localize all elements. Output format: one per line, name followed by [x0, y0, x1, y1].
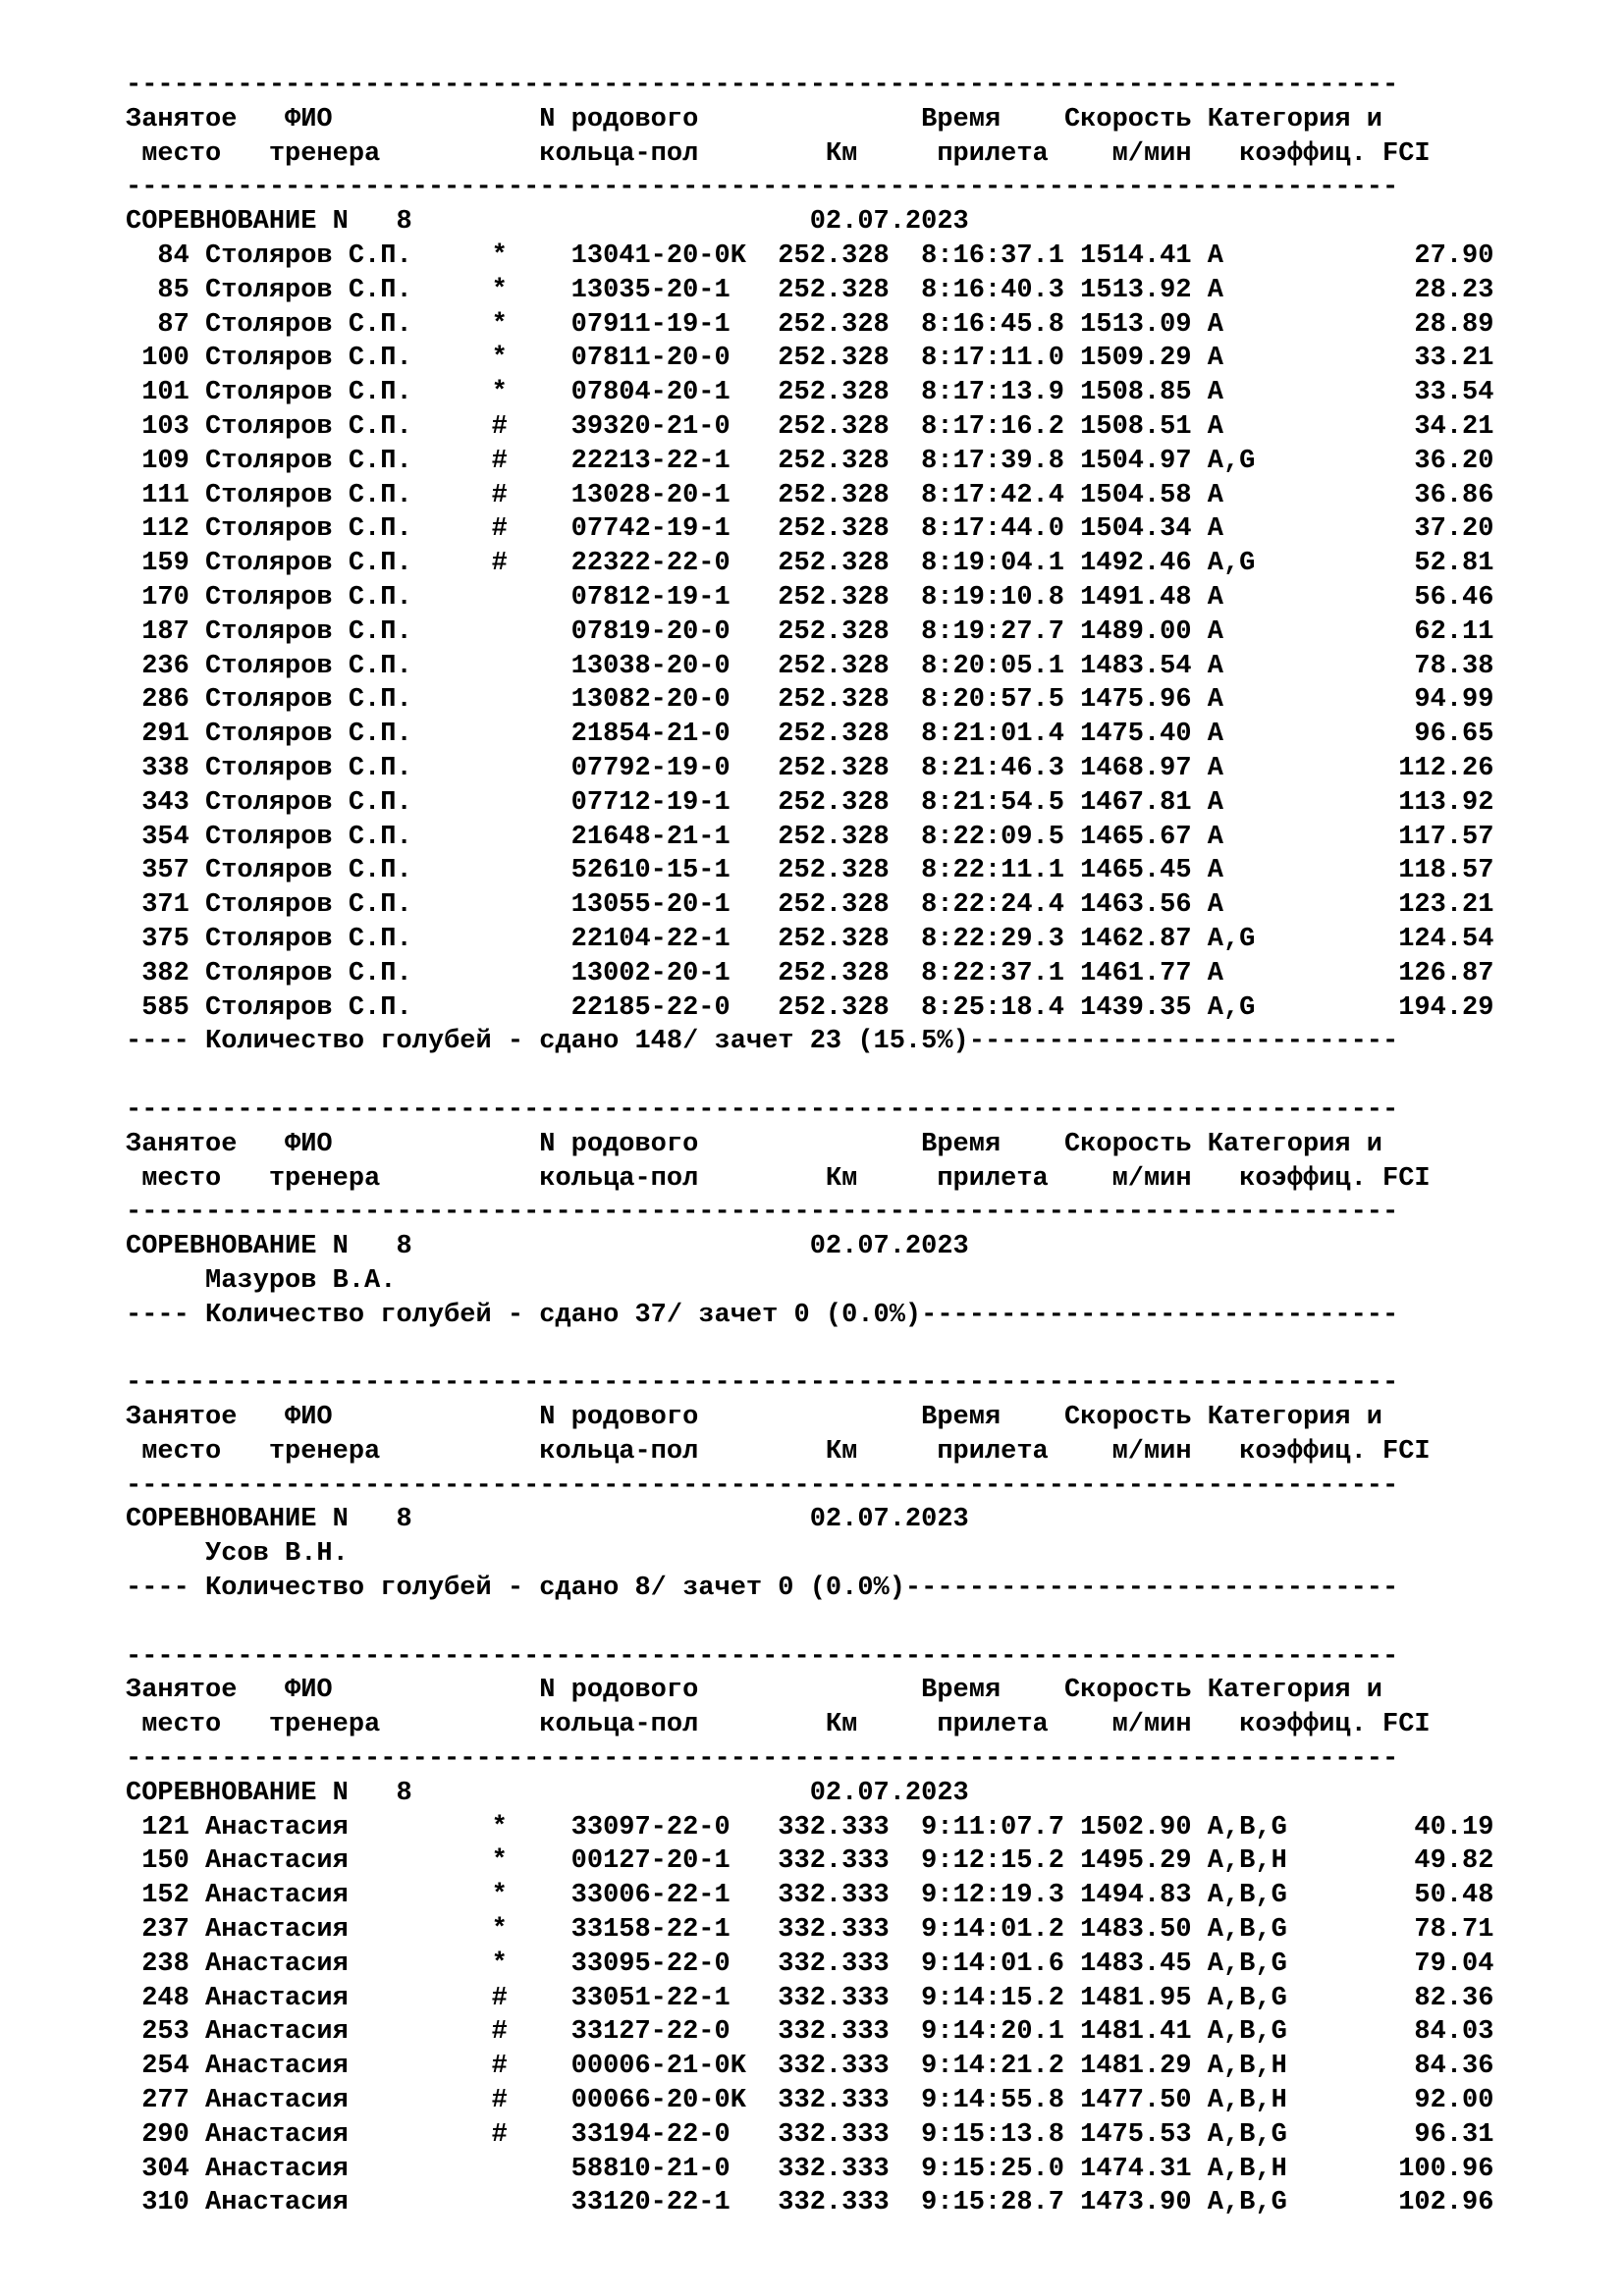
- table-row: 290 Анастасия # 33194-22-0 332.333 9:15:13.8 1475.53 A,B,G 96.31: [126, 2119, 1494, 2150]
- results-block-4: [126, 1640, 1598, 2221]
- table-row: 87 Столяров С.П. * 07911-19-1 252.328 8:16:45.8 1513.09 A 28.89: [126, 309, 1494, 340]
- table-row: 159 Столяров С.П. # 22322-22-0 252.328 8:19:04.1 1492.46 A,G 52.81: [126, 549, 1494, 579]
- separator-line: --------------------------------------------------------------------------------: [126, 1641, 1399, 1672]
- table-row: 187 Столяров С.П. 07819-20-0 252.328 8:19:27.7 1489.00 A 62.11: [126, 616, 1494, 647]
- separator-line: --------------------------------------------------------------------------------: [126, 1368, 1399, 1399]
- table-row: 291 Столяров С.П. 21854-21-0 252.328 8:21:01.4 1475.40 A 96.65: [126, 720, 1494, 750]
- table-row: 254 Анастасия # 00006-21-0K 332.333 9:14:21.2 1481.29 A,B,H 84.36: [126, 2052, 1494, 2082]
- column-header-line-1: Занятое ФИО N родового Время Скорость Категория и: [126, 1403, 1383, 1433]
- separator-line: --------------------------------------------------------------------------------: [126, 1095, 1399, 1125]
- trainer-name-line: Усов В.Н.: [126, 1539, 349, 1570]
- table-row: 357 Столяров С.П. 52610-15-1 252.328 8:22:11.1 1465.45 A 118.57: [126, 856, 1494, 886]
- table-row: 84 Столяров С.П. * 13041-20-0K 252.328 8:16:37.1 1514.41 A 27.90: [126, 240, 1494, 271]
- separator-line: --------------------------------------------------------------------------------: [126, 1198, 1399, 1228]
- column-header-line-1: Занятое ФИО N родового Время Скорость Категория и: [126, 104, 1383, 134]
- table-row: 112 Столяров С.П. # 07742-19-1 252.328 8:17:44.0 1504.34 A 37.20: [126, 514, 1494, 545]
- table-row: 103 Столяров С.П. # 39320-21-0 252.328 8:17:16.2 1508.51 A 34.21: [126, 411, 1494, 442]
- table-row: 109 Столяров С.П. # 22213-22-1 252.328 8:17:39.8 1504.97 A,G 36.20: [126, 446, 1494, 476]
- table-row: 85 Столяров С.П. * 13035-20-1 252.328 8:16:40.3 1513.92 A 28.23: [126, 275, 1494, 305]
- trainer-name-line: Мазуров В.А.: [126, 1265, 397, 1296]
- table-row: 375 Столяров С.П. 22104-22-1 252.328 8:22:29.3 1462.87 A,G 124.54: [126, 924, 1494, 954]
- results-block-1: [126, 69, 1598, 1059]
- column-header-line-2: место тренера кольца-пол Км прилета м/мин коэффиц. FCI: [126, 138, 1431, 169]
- table-row: 371 Столяров С.П. 13055-20-1 252.328 8:22:24.4 1463.56 A 123.21: [126, 890, 1494, 921]
- results-document: [126, 69, 1598, 2220]
- table-row: 253 Анастасия # 33127-22-0 332.333 9:14:20.1 1481.41 A,B,G 84.03: [126, 2017, 1494, 2048]
- table-row: 121 Анастасия * 33097-22-0 332.333 9:11:07.7 1502.90 A,B,G 40.19: [126, 1812, 1494, 1842]
- table-row: 277 Анастасия # 00066-20-0K 332.333 9:14:55.8 1477.50 A,B,H 92.00: [126, 2086, 1494, 2116]
- column-header-line-2: место тренера кольца-пол Км прилета м/мин коэффиц. FCI: [126, 1163, 1431, 1194]
- competition-line: СОРЕВНОВАНИЕ N 8 02.07.2023: [126, 1505, 969, 1535]
- summary-line: ---- Количество голубей - сдано 37/ зачет 0 (0.0%)------------------------------: [126, 1300, 1399, 1330]
- block-gap: [126, 1606, 1598, 1640]
- block-gap: [126, 1059, 1598, 1094]
- table-row: 170 Столяров С.П. 07812-19-1 252.328 8:19:10.8 1491.48 A 56.46: [126, 582, 1494, 613]
- separator-line: --------------------------------------------------------------------------------: [126, 173, 1399, 203]
- separator-line: --------------------------------------------------------------------------------: [126, 1470, 1399, 1501]
- column-header-line-1: Занятое ФИО N родового Время Скорость Категория и: [126, 1676, 1383, 1706]
- table-row: 286 Столяров С.П. 13082-20-0 252.328 8:20:57.5 1475.96 A 94.99: [126, 685, 1494, 716]
- block-gap: [126, 1332, 1598, 1366]
- table-row: 150 Анастасия * 00127-20-1 332.333 9:12:15.2 1495.29 A,B,H 49.82: [126, 1846, 1494, 1877]
- table-row: 237 Анастасия * 33158-22-1 332.333 9:14:01.2 1483.50 A,B,G 78.71: [126, 1915, 1494, 1946]
- table-row: 111 Столяров С.П. # 13028-20-1 252.328 8:17:42.4 1504.58 A 36.86: [126, 480, 1494, 510]
- column-header-line-2: место тренера кольца-пол Км прилета м/мин коэффиц. FCI: [126, 1436, 1431, 1467]
- table-row: 248 Анастасия # 33051-22-1 332.333 9:14:15.2 1481.95 A,B,G 82.36: [126, 1983, 1494, 2013]
- separator-line: --------------------------------------------------------------------------------: [126, 1744, 1399, 1775]
- competition-line: СОРЕВНОВАНИЕ N 8 02.07.2023: [126, 1778, 969, 1808]
- table-row: 382 Столяров С.П. 13002-20-1 252.328 8:22:37.1 1461.77 A 126.87: [126, 958, 1494, 988]
- summary-line: ---- Количество голубей - сдано 148/ зачет 23 (15.5%)---------------------------: [126, 1027, 1399, 1057]
- table-row: 236 Столяров С.П. 13038-20-0 252.328 8:20:05.1 1483.54 A 78.38: [126, 651, 1494, 681]
- column-header-line-1: Занятое ФИО N родового Время Скорость Категория и: [126, 1129, 1383, 1159]
- table-row: 343 Столяров С.П. 07712-19-1 252.328 8:21:54.5 1467.81 A 113.92: [126, 787, 1494, 818]
- column-header-line-2: место тренера кольца-пол Км прилета м/мин коэффиц. FCI: [126, 1710, 1431, 1740]
- results-block-2: [126, 1094, 1598, 1333]
- table-row: 310 Анастасия 33120-22-1 332.333 9:15:28.7 1473.90 A,B,G 102.96: [126, 2188, 1494, 2218]
- separator-line: --------------------------------------------------------------------------------: [126, 71, 1399, 100]
- table-row: 338 Столяров С.П. 07792-19-0 252.328 8:21:46.3 1468.97 A 112.26: [126, 753, 1494, 783]
- table-row: 101 Столяров С.П. * 07804-20-1 252.328 8:17:13.9 1508.85 A 33.54: [126, 378, 1494, 408]
- table-row: 238 Анастасия * 33095-22-0 332.333 9:14:01.6 1483.45 A,B,G 79.04: [126, 1949, 1494, 1979]
- table-row: 152 Анастасия * 33006-22-1 332.333 9:12:19.3 1494.83 A,B,G 50.48: [126, 1881, 1494, 1911]
- table-row: 354 Столяров С.П. 21648-21-1 252.328 8:22:09.5 1465.67 A 117.57: [126, 822, 1494, 852]
- competition-line: СОРЕВНОВАНИЕ N 8 02.07.2023: [126, 207, 969, 238]
- results-block-3: [126, 1366, 1598, 1606]
- competition-line: СОРЕВНОВАНИЕ N 8 02.07.2023: [126, 1232, 969, 1262]
- table-row: 304 Анастасия 58810-21-0 332.333 9:15:25.0 1474.31 A,B,H 100.96: [126, 2154, 1494, 2184]
- table-row: 100 Столяров С.П. * 07811-20-0 252.328 8:17:11.0 1509.29 A 33.21: [126, 344, 1494, 374]
- summary-line: ---- Количество голубей - сдано 8/ зачет 0 (0.0%)-------------------------------: [126, 1574, 1399, 1604]
- table-row: 585 Столяров С.П. 22185-22-0 252.328 8:25:18.4 1439.35 A,G 194.29: [126, 992, 1494, 1023]
